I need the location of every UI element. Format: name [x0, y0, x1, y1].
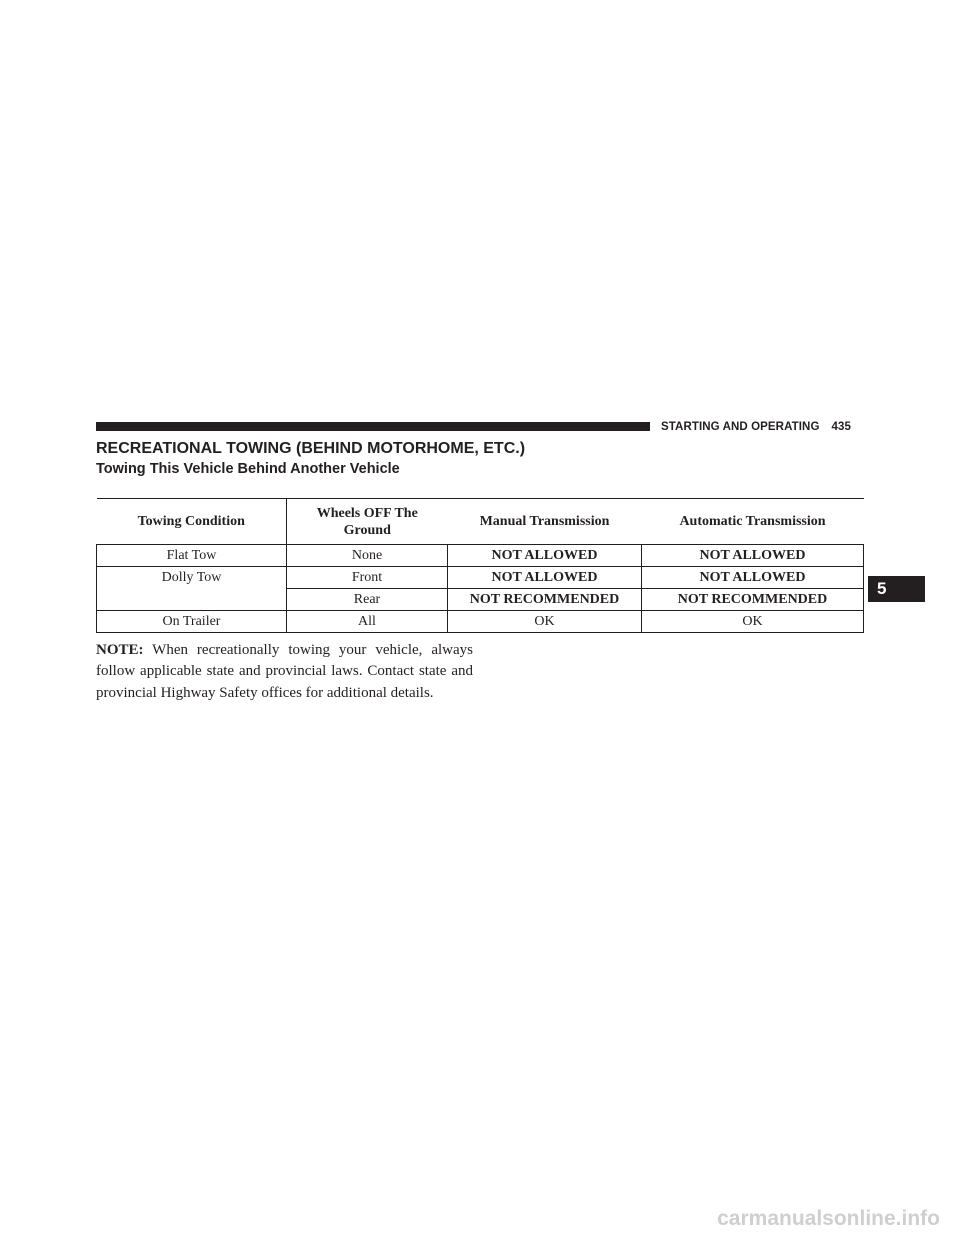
cell-condition: Dolly Tow	[97, 567, 287, 611]
cell-wheels: Rear	[287, 589, 448, 611]
section-name: STARTING AND OPERATING	[661, 421, 820, 433]
cell-wheels: Front	[287, 567, 448, 589]
cell-automatic: NOT ALLOWED	[642, 567, 864, 589]
table-row	[97, 611, 864, 633]
cell-wheels: All	[287, 611, 448, 633]
towing-table	[96, 498, 864, 633]
header-rule	[96, 422, 650, 431]
cell-manual: NOT ALLOWED	[448, 567, 642, 589]
cell-automatic: OK	[642, 611, 864, 633]
note-paragraph	[96, 640, 473, 704]
note-label: NOTE:	[96, 642, 144, 658]
cell-condition: On Trailer	[97, 611, 287, 633]
running-header	[661, 418, 851, 436]
cell-condition: Flat Tow	[97, 545, 287, 567]
cell-manual: NOT RECOMMENDED	[448, 589, 642, 611]
section-title: RECREATIONAL TOWING (BEHIND MOTORHOME, ETC.)	[96, 440, 526, 457]
cell-manual: OK	[448, 611, 642, 633]
header-wheels-off-ground	[287, 499, 448, 545]
watermark: carmanualsonline.info	[717, 1207, 940, 1230]
table-row	[97, 545, 864, 567]
cell-wheels: None	[287, 545, 448, 567]
note-text: When recreationally towing your vehicle, always follow applicable state and provincial laws. Contact state and provincial Highway Safety offices for additional details.	[96, 642, 473, 701]
cell-manual: NOT ALLOWED	[448, 545, 642, 567]
table-header-row	[97, 499, 864, 545]
header-towing-condition: Towing Condition	[97, 499, 287, 545]
cell-automatic: NOT RECOMMENDED	[642, 589, 864, 611]
cell-automatic: NOT ALLOWED	[642, 545, 864, 567]
header-manual-transmission: Manual Transmission	[448, 499, 642, 545]
header-wheels-off-line1: Wheels OFF The	[316, 505, 418, 521]
header-wheels-off-line2: Ground	[343, 522, 391, 538]
header-automatic-transmission: Automatic Transmission	[642, 499, 864, 545]
page-number: 435	[831, 421, 852, 433]
chapter-tab	[868, 576, 925, 602]
chapter-number: 5	[877, 579, 887, 598]
table-row	[97, 567, 864, 589]
subsection-title: Towing This Vehicle Behind Another Vehicle	[96, 461, 400, 477]
